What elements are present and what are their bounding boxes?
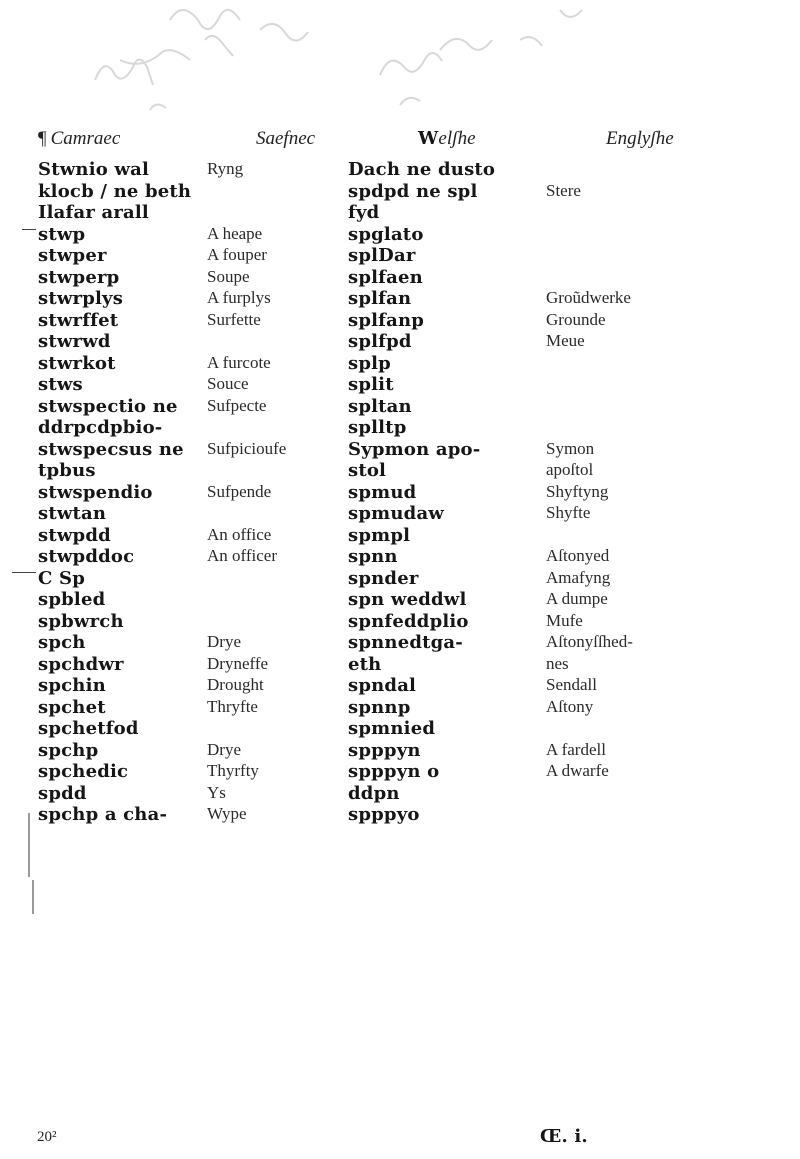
english-gloss: Sufpecte [207,395,267,415]
english-gloss: Soupe [207,266,250,286]
welsh-headword: klocb / ne beth [38,180,192,202]
welsh-headword: spchedic [38,761,129,782]
table-row [0,783,800,805]
entry-table [0,159,800,826]
header-col3 [418,128,476,150]
english-gloss: Shyfte [546,503,591,522]
welsh-headword: stwspecsus ne [38,438,184,460]
welsh-headword: spndal [348,675,417,696]
welsh-headword: stwrkot [38,352,116,374]
english-gloss: Grounde [546,309,606,329]
welsh-headword: spnn [348,546,398,567]
welsh-headword: spdd [38,782,87,804]
welsh-headword: spdpd ne spl [348,180,478,202]
welsh-headword: splfan [348,288,412,309]
header-col1 [38,128,120,150]
english-gloss: Symon [546,438,595,458]
welsh-headword: Stwnio wal [38,159,150,180]
english-gloss: A dwarfe [546,761,609,780]
welsh-headword: spn weddwl [348,589,467,610]
english-gloss: Drye [207,632,241,651]
table-row [0,353,800,375]
welsh-headword: spnnp [348,696,411,718]
welsh-headword: splfpd [348,331,412,352]
welsh-headword: spnfeddplio [348,610,469,632]
english-gloss: Thyrfty [207,761,259,780]
welsh-headword: splltp [348,417,407,438]
english-gloss: Dryneffe [207,653,269,673]
table-row [0,159,800,181]
table-row [0,245,800,267]
welsh-headword: stwper [38,245,107,266]
welsh-headword: spmnied [348,718,436,739]
welsh-headword: spchin [38,675,106,696]
bleed-through-ornament [0,0,800,130]
table-row [0,396,800,418]
welsh-headword: stwpddoc [38,546,135,567]
english-gloss: apoſtol [546,460,594,479]
table-row [0,331,800,353]
welsh-headword: spchp a cha- [38,804,168,825]
english-gloss: Mufe [546,610,583,630]
table-row [0,675,800,697]
header-camraec: Camraec [50,128,121,149]
english-gloss: Drye [207,739,241,759]
english-gloss: Wype [207,804,247,823]
table-row [0,439,800,461]
pilcrow-mark: ¶ [38,128,47,149]
welsh-headword: stwtan [38,503,107,524]
english-gloss: A heape [207,223,263,243]
english-gloss: A fouper [207,245,267,264]
welsh-headword: fyd [348,202,380,223]
table-row [0,288,800,310]
welsh-headword: stwrffet [38,309,119,331]
welsh-headword: tpbus [38,460,96,481]
table-row [0,181,800,203]
welsh-headword: spltan [348,395,412,417]
welsh-headword: splDar [348,245,416,266]
english-gloss: nes [546,653,569,673]
table-row [0,740,800,762]
english-gloss: Surfette [207,309,261,329]
table-row [0,417,800,439]
english-gloss: Ryng [207,159,244,178]
english-gloss: Stere [546,180,581,200]
welsh-headword: C Sp [38,567,85,589]
catchword: Œ. i. [540,1126,588,1147]
english-gloss: A dumpe [546,589,608,608]
english-gloss: A furplys [207,288,271,307]
english-gloss: Groũdwerke [546,288,631,307]
table-row [0,460,800,482]
english-gloss: Meue [546,331,585,350]
welsh-headword: spmudaw [348,503,444,524]
welsh-headword: stwperp [38,266,120,288]
welsh-headword: spmpl [348,524,411,546]
welsh-headword: splfaen [348,266,423,288]
welsh-headword: spchdwr [38,653,124,675]
table-row [0,568,800,590]
signature-mark: 20² [37,1129,57,1145]
welsh-headword: spchp [38,739,99,761]
welsh-headword: spbwrch [38,610,124,632]
welsh-headword: ddrpcdpbio- [38,417,163,438]
english-gloss: Souce [207,374,249,393]
welsh-headword: stws [38,374,83,395]
header-col2: Saefnec [256,128,316,149]
table-row [0,611,800,633]
header-col3-rest: elʃhe [438,128,476,149]
welsh-headword: spglato [348,223,424,245]
header-col4: Englyʃhe [606,128,674,149]
welsh-headword: spnnedtga- [348,632,463,653]
english-gloss: Ys [207,782,226,802]
english-gloss: Sufpicioufe [207,438,287,458]
table-row [0,589,800,611]
welsh-headword: spchetfod [38,718,139,739]
table-row [0,310,800,332]
english-gloss: Aſtony [546,696,594,716]
table-row [0,718,800,740]
welsh-headword: spmud [348,481,417,503]
margin-bar [32,880,34,914]
table-row [0,804,800,826]
welsh-headword: stwpdd [38,524,111,546]
welsh-headword: stol [348,460,387,481]
english-gloss: Amafyng [546,567,611,587]
table-row [0,267,800,289]
table-row [0,525,800,547]
welsh-headword: ddpn [348,782,400,804]
english-gloss: Thryfte [207,696,258,716]
welsh-headword: stwspectio ne [38,395,178,417]
table-row [0,761,800,783]
english-gloss: Shyftyng [546,481,609,501]
welsh-headword: eth [348,653,382,675]
welsh-headword: Dach ne dusto [348,159,496,180]
table-row [0,546,800,568]
english-gloss: Aſtonyed [546,546,610,565]
welsh-headword: stwrwd [38,331,111,352]
welsh-headword: spnder [348,567,419,589]
english-gloss: An office [207,524,272,544]
welsh-headword: split [348,374,394,395]
table-row [0,224,800,246]
welsh-headword: spbled [38,589,106,610]
welsh-headword: spchet [38,696,106,718]
welsh-headword: stwrplys [38,288,124,309]
welsh-headword: Sypmon apo- [348,438,481,460]
welsh-headword: spppyo [348,804,420,825]
table-row [0,482,800,504]
english-gloss: A furcote [207,352,271,372]
welsh-headword: spppyn [348,739,421,761]
welsh-headword: stwp [38,223,86,245]
english-gloss: An officer [207,546,278,565]
welsh-headword: stwspendio [38,481,153,503]
table-row [0,503,800,525]
english-gloss: Sufpende [207,481,272,501]
english-gloss: Aſtonyſſhed- [546,632,633,651]
welsh-headword: splfanp [348,309,425,331]
welsh-headword: spch [38,632,86,653]
welsh-headword: Ilafar arall [38,202,149,223]
welsh-headword: splp [348,352,391,374]
english-gloss: A fardell [546,739,606,759]
table-row [0,697,800,719]
table-row [0,654,800,676]
english-gloss: Drought [207,675,264,694]
table-row [0,202,800,224]
table-row [0,632,800,654]
welsh-headword: spppyn o [348,761,440,782]
header-col3-initial: W [418,128,439,149]
english-gloss: Sendall [546,675,597,694]
table-row [0,374,800,396]
